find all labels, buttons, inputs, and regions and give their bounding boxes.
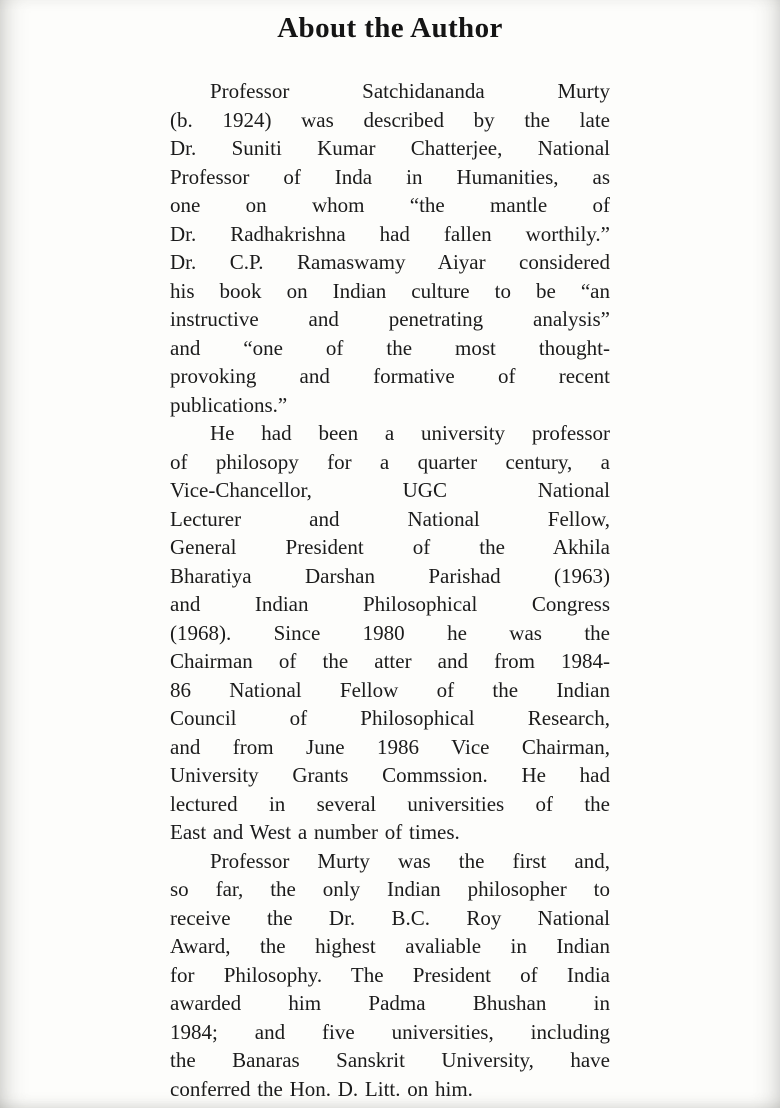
text-line: Dr. C.P. Ramaswamy Aiyar considered — [170, 250, 610, 274]
text-line: General President of the Akhila — [170, 535, 610, 559]
text-line: Professor Satchidananda Murty — [210, 79, 610, 103]
text-line: publications.” — [170, 392, 288, 417]
text-line: one on whom “the mantle of — [170, 193, 610, 217]
paragraph-2 — [170, 419, 610, 847]
text-line: 1984; and five universities, including — [170, 1019, 610, 1044]
page-body — [170, 77, 610, 1103]
text-line: Lecturer and National Fellow, — [170, 506, 610, 531]
text-line: Professor Murty was the first and, — [210, 848, 610, 873]
text-line: University Grants Commssion. He had — [170, 763, 610, 787]
text-line: his book on Indian culture to be “an — [170, 278, 610, 303]
text-line: and from June 1986 Vice Chairman, — [170, 734, 610, 759]
text-line: Vice-Chancellor, UGC National — [170, 478, 610, 502]
text-line: receive the Dr. B.C. Roy National — [170, 905, 610, 930]
text-line: conferred the Hon. D. Litt. on him. — [170, 1076, 473, 1101]
text-line: (1968). Since 1980 he was the — [170, 620, 610, 645]
text-line: Chairman of the atter and from 1984- — [170, 649, 610, 673]
text-line: (b. 1924) was described by the late — [170, 107, 610, 132]
paragraph-1 — [170, 77, 610, 419]
text-line: for Philosophy. The President of India — [170, 962, 610, 987]
text-line: so far, the only Indian philosopher to — [170, 877, 610, 901]
text-line: awarded him Padma Bhushan in — [170, 991, 610, 1015]
text-line: Bharatiya Darshan Parishad (1963) — [170, 563, 610, 588]
text-line: and Indian Philosophical Congress — [170, 592, 610, 616]
text-line: Dr. Suniti Kumar Chatterjee, National — [170, 136, 610, 160]
paragraph-3 — [170, 847, 610, 1104]
text-line: Dr. Radhakrishna had fallen worthily.” — [170, 221, 610, 246]
text-line: instructive and penetrating analysis” — [170, 307, 610, 331]
text-line: provoking and formative of recent — [170, 364, 610, 388]
text-line: lectured in several universities of the — [170, 791, 610, 816]
text-line: He had been a university professor — [210, 421, 610, 445]
text-line: Council of Philosophical Research, — [170, 706, 610, 730]
text-line: and “one of the most thought- — [170, 335, 610, 360]
text-line: Award, the highest avaliable in Indian — [170, 934, 610, 958]
text-line: East and West a number of times. — [170, 820, 460, 844]
page-title: About the Author — [277, 12, 503, 44]
text-line: the Banaras Sanskrit University, have — [170, 1048, 610, 1072]
text-line: Professor of Inda in Humanities, as — [170, 164, 610, 189]
text-line: 86 National Fellow of the Indian — [170, 677, 610, 702]
text-line: of philosopy for a quarter century, a — [170, 449, 610, 474]
